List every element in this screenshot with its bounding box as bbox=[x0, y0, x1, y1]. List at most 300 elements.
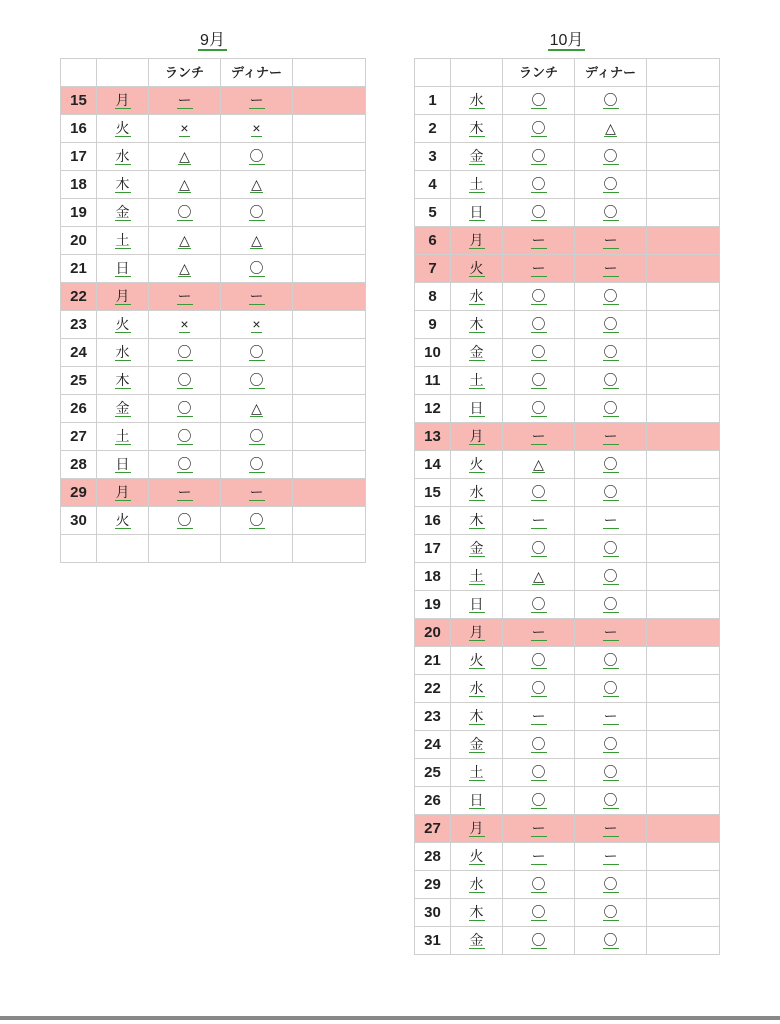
weekday-cell bbox=[451, 759, 503, 787]
dinner-cell bbox=[575, 395, 647, 423]
lunch-cell-text: △ bbox=[179, 260, 190, 276]
weekday-cell bbox=[97, 311, 149, 339]
dinner-cell bbox=[575, 843, 647, 871]
note-cell bbox=[647, 395, 720, 423]
weekday-cell bbox=[451, 87, 503, 115]
lunch-cell bbox=[149, 255, 221, 283]
lunch-cell-text: 〇 bbox=[177, 456, 192, 472]
header-dinner: ディナー bbox=[221, 59, 293, 87]
lunch-cell bbox=[149, 367, 221, 395]
day-cell: 12 bbox=[415, 395, 451, 423]
dinner-cell bbox=[575, 143, 647, 171]
table-row bbox=[415, 815, 720, 843]
lunch-cell bbox=[503, 591, 575, 619]
lunch-cell bbox=[149, 423, 221, 451]
weekday-cell-text: 水 bbox=[469, 92, 484, 108]
table-row bbox=[61, 423, 366, 451]
lunch-cell-text: 〇 bbox=[531, 148, 546, 164]
dinner-cell-text: 〇 bbox=[603, 372, 618, 388]
day-cell: 22 bbox=[415, 675, 451, 703]
day-cell: 16 bbox=[415, 507, 451, 535]
table-row bbox=[61, 255, 366, 283]
weekday-cell bbox=[97, 87, 149, 115]
weekday-cell bbox=[451, 535, 503, 563]
weekday-cell bbox=[451, 199, 503, 227]
dinner-cell-text: 〇 bbox=[603, 652, 618, 668]
note-cell bbox=[647, 367, 720, 395]
note-cell bbox=[647, 423, 720, 451]
day-cell: 24 bbox=[415, 731, 451, 759]
lunch-cell-text: 〇 bbox=[531, 120, 546, 136]
note-cell bbox=[293, 451, 366, 479]
dinner-cell bbox=[221, 171, 293, 199]
table-row bbox=[61, 367, 366, 395]
lunch-cell-text: △ bbox=[533, 568, 544, 584]
lunch-cell bbox=[149, 535, 221, 563]
weekday-cell bbox=[451, 311, 503, 339]
lunch-cell-text: △ bbox=[179, 232, 190, 248]
lunch-cell-text: ー bbox=[531, 708, 546, 724]
lunch-cell bbox=[503, 647, 575, 675]
weekday-cell-text: 日 bbox=[469, 204, 484, 220]
dinner-cell-text: △ bbox=[251, 232, 262, 248]
lunch-cell-text: 〇 bbox=[177, 372, 192, 388]
table-row bbox=[415, 227, 720, 255]
dinner-cell bbox=[575, 591, 647, 619]
lunch-cell bbox=[149, 339, 221, 367]
dinner-cell-text: 〇 bbox=[249, 204, 264, 220]
dinner-cell-text: 〇 bbox=[249, 456, 264, 472]
table-row bbox=[415, 563, 720, 591]
lunch-cell-text: 〇 bbox=[531, 680, 546, 696]
dinner-cell-text: ー bbox=[603, 232, 618, 248]
lunch-cell bbox=[503, 787, 575, 815]
lunch-cell bbox=[503, 199, 575, 227]
note-cell bbox=[647, 563, 720, 591]
lunch-cell bbox=[503, 311, 575, 339]
lunch-cell bbox=[149, 395, 221, 423]
header-day bbox=[415, 59, 451, 87]
october-header-row bbox=[415, 59, 720, 87]
lunch-cell-text: ー bbox=[177, 92, 192, 108]
weekday-cell-text: 土 bbox=[469, 764, 484, 780]
weekday-cell-text: 木 bbox=[469, 120, 484, 136]
weekday-cell bbox=[97, 143, 149, 171]
lunch-cell-text: 〇 bbox=[531, 372, 546, 388]
dinner-cell-text: × bbox=[252, 120, 261, 136]
header-dow bbox=[97, 59, 149, 87]
dinner-cell bbox=[575, 703, 647, 731]
header-day bbox=[61, 59, 97, 87]
table-row bbox=[61, 311, 366, 339]
september-header-row bbox=[61, 59, 366, 87]
dinner-cell-text: 〇 bbox=[603, 904, 618, 920]
table-row bbox=[415, 535, 720, 563]
note-cell bbox=[293, 143, 366, 171]
lunch-cell-text: ー bbox=[531, 428, 546, 444]
lunch-cell-text: 〇 bbox=[531, 204, 546, 220]
table-row bbox=[61, 115, 366, 143]
lunch-cell bbox=[503, 115, 575, 143]
lunch-cell bbox=[149, 283, 221, 311]
note-cell bbox=[293, 479, 366, 507]
dinner-cell-text: △ bbox=[251, 176, 262, 192]
weekday-cell bbox=[451, 339, 503, 367]
day-cell: 30 bbox=[415, 899, 451, 927]
weekday-cell-text: 金 bbox=[469, 148, 484, 164]
table-row bbox=[415, 395, 720, 423]
table-row bbox=[415, 87, 720, 115]
weekday-cell bbox=[97, 535, 149, 563]
dinner-cell bbox=[575, 815, 647, 843]
lunch-cell bbox=[503, 367, 575, 395]
dinner-cell-text: 〇 bbox=[249, 344, 264, 360]
dinner-cell-text: 〇 bbox=[603, 456, 618, 472]
table-row bbox=[415, 283, 720, 311]
dinner-cell-text: 〇 bbox=[603, 540, 618, 556]
table-row bbox=[415, 171, 720, 199]
dinner-cell bbox=[575, 423, 647, 451]
dinner-cell bbox=[221, 143, 293, 171]
weekday-cell bbox=[97, 479, 149, 507]
dinner-cell bbox=[575, 199, 647, 227]
october-title bbox=[414, 30, 719, 52]
lunch-cell-text: ー bbox=[177, 288, 192, 304]
weekday-cell bbox=[97, 339, 149, 367]
dinner-cell-text: 〇 bbox=[249, 428, 264, 444]
dinner-cell bbox=[575, 227, 647, 255]
dinner-cell bbox=[575, 339, 647, 367]
dinner-cell-text: 〇 bbox=[603, 204, 618, 220]
weekday-cell-text: 月 bbox=[115, 92, 130, 108]
dinner-cell bbox=[575, 87, 647, 115]
september-calendar bbox=[60, 30, 366, 563]
dinner-cell-text: 〇 bbox=[603, 148, 618, 164]
note-cell bbox=[647, 115, 720, 143]
lunch-cell bbox=[149, 87, 221, 115]
weekday-cell bbox=[451, 479, 503, 507]
note-cell bbox=[293, 395, 366, 423]
dinner-cell-text: 〇 bbox=[603, 792, 618, 808]
lunch-cell bbox=[149, 227, 221, 255]
note-cell bbox=[647, 199, 720, 227]
table-row bbox=[61, 479, 366, 507]
dinner-cell bbox=[221, 395, 293, 423]
dinner-cell-text: 〇 bbox=[603, 876, 618, 892]
weekday-cell-text: 木 bbox=[469, 904, 484, 920]
day-cell: 21 bbox=[415, 647, 451, 675]
weekday-cell bbox=[97, 227, 149, 255]
dinner-cell bbox=[221, 507, 293, 535]
dinner-cell bbox=[575, 171, 647, 199]
lunch-cell bbox=[503, 423, 575, 451]
note-cell bbox=[647, 283, 720, 311]
lunch-cell-text: × bbox=[180, 316, 189, 332]
table-row bbox=[415, 507, 720, 535]
note-cell bbox=[647, 843, 720, 871]
lunch-cell-text: 〇 bbox=[531, 764, 546, 780]
table-row bbox=[415, 619, 720, 647]
day-cell: 20 bbox=[415, 619, 451, 647]
day-cell: 17 bbox=[415, 535, 451, 563]
weekday-cell-text: 火 bbox=[469, 260, 484, 276]
lunch-cell-text: △ bbox=[533, 456, 544, 472]
lunch-cell-text: 〇 bbox=[531, 540, 546, 556]
lunch-cell bbox=[503, 227, 575, 255]
dinner-cell-text: ー bbox=[249, 92, 264, 108]
table-row bbox=[61, 143, 366, 171]
day-cell: 15 bbox=[415, 479, 451, 507]
day-cell: 3 bbox=[415, 143, 451, 171]
dinner-cell bbox=[221, 367, 293, 395]
dinner-cell bbox=[575, 647, 647, 675]
dinner-cell-text: ー bbox=[249, 288, 264, 304]
lunch-cell bbox=[503, 507, 575, 535]
weekday-cell-text: 金 bbox=[115, 204, 130, 220]
weekday-cell bbox=[451, 899, 503, 927]
september-title-text: 9月 bbox=[200, 32, 225, 49]
lunch-cell bbox=[149, 199, 221, 227]
lunch-cell bbox=[503, 759, 575, 787]
note-cell bbox=[293, 423, 366, 451]
table-row bbox=[415, 927, 720, 955]
day-cell: 10 bbox=[415, 339, 451, 367]
day-cell: 24 bbox=[61, 339, 97, 367]
weekday-cell-text: 木 bbox=[469, 708, 484, 724]
weekday-cell-text: 月 bbox=[115, 484, 130, 500]
lunch-cell-text: 〇 bbox=[531, 904, 546, 920]
lunch-cell bbox=[503, 927, 575, 955]
october-calendar bbox=[414, 30, 720, 955]
lunch-cell bbox=[503, 563, 575, 591]
dinner-cell bbox=[575, 731, 647, 759]
dinner-cell-text: △ bbox=[251, 400, 262, 416]
note-cell bbox=[647, 815, 720, 843]
lunch-cell bbox=[149, 479, 221, 507]
lunch-cell-text: × bbox=[180, 120, 189, 136]
weekday-cell-text: 月 bbox=[115, 288, 130, 304]
lunch-cell bbox=[503, 143, 575, 171]
weekday-cell-text: 水 bbox=[115, 344, 130, 360]
weekday-cell-text: 日 bbox=[469, 400, 484, 416]
header-note bbox=[647, 59, 720, 87]
weekday-cell-text: 土 bbox=[469, 372, 484, 388]
day-cell: 22 bbox=[61, 283, 97, 311]
dinner-cell bbox=[221, 115, 293, 143]
day-cell: 4 bbox=[415, 171, 451, 199]
note-cell bbox=[647, 871, 720, 899]
lunch-cell bbox=[149, 451, 221, 479]
lunch-cell-text: 〇 bbox=[531, 932, 546, 948]
weekday-cell-text: 日 bbox=[469, 596, 484, 612]
note-cell bbox=[293, 311, 366, 339]
table-row bbox=[61, 171, 366, 199]
table-row bbox=[415, 871, 720, 899]
dinner-cell-text: × bbox=[252, 316, 261, 332]
lunch-cell-text: ー bbox=[531, 260, 546, 276]
day-cell: 11 bbox=[415, 367, 451, 395]
note-cell bbox=[293, 367, 366, 395]
note-cell bbox=[647, 227, 720, 255]
lunch-cell bbox=[503, 899, 575, 927]
lunch-cell-text: 〇 bbox=[177, 344, 192, 360]
weekday-cell bbox=[451, 843, 503, 871]
lunch-cell bbox=[503, 283, 575, 311]
weekday-cell bbox=[97, 367, 149, 395]
dinner-cell-text: ー bbox=[603, 428, 618, 444]
lunch-cell-text: 〇 bbox=[177, 204, 192, 220]
table-row bbox=[415, 311, 720, 339]
table-row bbox=[61, 339, 366, 367]
dinner-cell bbox=[575, 479, 647, 507]
lunch-cell-text: ー bbox=[531, 232, 546, 248]
dinner-cell bbox=[575, 311, 647, 339]
september-title bbox=[60, 30, 365, 52]
dinner-cell bbox=[575, 871, 647, 899]
september-table bbox=[60, 58, 366, 563]
dinner-cell bbox=[575, 759, 647, 787]
dinner-cell bbox=[221, 311, 293, 339]
weekday-cell-text: 火 bbox=[115, 316, 130, 332]
table-row bbox=[415, 115, 720, 143]
table-row bbox=[415, 423, 720, 451]
day-cell bbox=[61, 535, 97, 563]
lunch-cell-text: 〇 bbox=[531, 92, 546, 108]
table-row bbox=[415, 255, 720, 283]
weekday-cell bbox=[451, 815, 503, 843]
lunch-cell-text: 〇 bbox=[531, 288, 546, 304]
lunch-cell-text: ー bbox=[177, 484, 192, 500]
dinner-cell bbox=[575, 115, 647, 143]
note-cell bbox=[647, 171, 720, 199]
note-cell bbox=[647, 507, 720, 535]
dinner-cell bbox=[575, 899, 647, 927]
day-cell: 25 bbox=[415, 759, 451, 787]
note-cell bbox=[293, 199, 366, 227]
day-cell: 26 bbox=[415, 787, 451, 815]
lunch-cell-text: 〇 bbox=[531, 484, 546, 500]
weekday-cell-text: 日 bbox=[469, 792, 484, 808]
lunch-cell bbox=[149, 171, 221, 199]
weekday-cell-text: 土 bbox=[469, 176, 484, 192]
dinner-cell-text: 〇 bbox=[603, 736, 618, 752]
header-note bbox=[293, 59, 366, 87]
weekday-cell-text: 火 bbox=[469, 652, 484, 668]
weekday-cell bbox=[451, 143, 503, 171]
lunch-cell bbox=[503, 731, 575, 759]
weekday-cell bbox=[451, 675, 503, 703]
lunch-cell-text: 〇 bbox=[531, 792, 546, 808]
weekday-cell-text: 金 bbox=[469, 736, 484, 752]
note-cell bbox=[647, 759, 720, 787]
weekday-cell-text: 木 bbox=[469, 316, 484, 332]
dinner-cell-text: 〇 bbox=[603, 764, 618, 780]
dinner-cell bbox=[221, 339, 293, 367]
dinner-cell-text: 〇 bbox=[603, 92, 618, 108]
weekday-cell bbox=[97, 423, 149, 451]
note-cell bbox=[647, 451, 720, 479]
table-row bbox=[61, 227, 366, 255]
lunch-cell-text: 〇 bbox=[177, 428, 192, 444]
weekday-cell-text: 月 bbox=[469, 428, 484, 444]
dinner-cell-text: 〇 bbox=[603, 400, 618, 416]
note-cell bbox=[647, 311, 720, 339]
dinner-cell-text: 〇 bbox=[603, 176, 618, 192]
weekday-cell bbox=[451, 619, 503, 647]
table-row bbox=[415, 647, 720, 675]
weekday-cell bbox=[451, 591, 503, 619]
weekday-cell bbox=[451, 703, 503, 731]
bottom-scrollbar[interactable] bbox=[0, 1016, 780, 1020]
weekday-cell bbox=[97, 395, 149, 423]
dinner-cell-text: ー bbox=[603, 624, 618, 640]
dinner-cell-text: 〇 bbox=[249, 260, 264, 276]
day-cell: 18 bbox=[61, 171, 97, 199]
dinner-cell bbox=[575, 535, 647, 563]
day-cell: 23 bbox=[415, 703, 451, 731]
lunch-cell bbox=[149, 143, 221, 171]
lunch-cell bbox=[503, 815, 575, 843]
lunch-cell bbox=[149, 115, 221, 143]
day-cell: 20 bbox=[61, 227, 97, 255]
day-cell: 23 bbox=[61, 311, 97, 339]
weekday-cell-text: 金 bbox=[469, 932, 484, 948]
day-cell: 28 bbox=[415, 843, 451, 871]
table-row bbox=[415, 591, 720, 619]
weekday-cell bbox=[451, 731, 503, 759]
day-cell: 14 bbox=[415, 451, 451, 479]
october-rows bbox=[415, 87, 720, 955]
dinner-cell bbox=[221, 535, 293, 563]
weekday-cell bbox=[97, 199, 149, 227]
day-cell: 16 bbox=[61, 115, 97, 143]
note-cell bbox=[647, 787, 720, 815]
weekday-cell-text: 金 bbox=[469, 344, 484, 360]
lunch-cell bbox=[503, 871, 575, 899]
weekday-cell-text: 木 bbox=[115, 176, 130, 192]
weekday-cell-text: 金 bbox=[115, 400, 130, 416]
lunch-cell bbox=[503, 395, 575, 423]
weekday-cell bbox=[97, 115, 149, 143]
day-cell: 31 bbox=[415, 927, 451, 955]
dinner-cell-text: 〇 bbox=[249, 372, 264, 388]
dinner-cell-text: 〇 bbox=[603, 288, 618, 304]
header-dow bbox=[451, 59, 503, 87]
table-row bbox=[61, 507, 366, 535]
lunch-cell-text: 〇 bbox=[531, 400, 546, 416]
dinner-cell-text: 〇 bbox=[603, 316, 618, 332]
lunch-cell-text: 〇 bbox=[531, 736, 546, 752]
lunch-cell-text: 〇 bbox=[177, 400, 192, 416]
weekday-cell-text: 火 bbox=[469, 848, 484, 864]
table-row bbox=[415, 843, 720, 871]
note-cell bbox=[293, 283, 366, 311]
dinner-cell bbox=[221, 451, 293, 479]
weekday-cell-text: 木 bbox=[115, 372, 130, 388]
note-cell bbox=[293, 255, 366, 283]
note-cell bbox=[647, 255, 720, 283]
weekday-cell bbox=[451, 395, 503, 423]
day-cell: 25 bbox=[61, 367, 97, 395]
weekday-cell-text: 日 bbox=[115, 260, 130, 276]
note-cell bbox=[647, 731, 720, 759]
day-cell: 19 bbox=[61, 199, 97, 227]
dinner-cell-text: 〇 bbox=[603, 568, 618, 584]
day-cell: 19 bbox=[415, 591, 451, 619]
dinner-cell bbox=[221, 227, 293, 255]
dinner-cell-text: ー bbox=[249, 484, 264, 500]
day-cell: 27 bbox=[61, 423, 97, 451]
